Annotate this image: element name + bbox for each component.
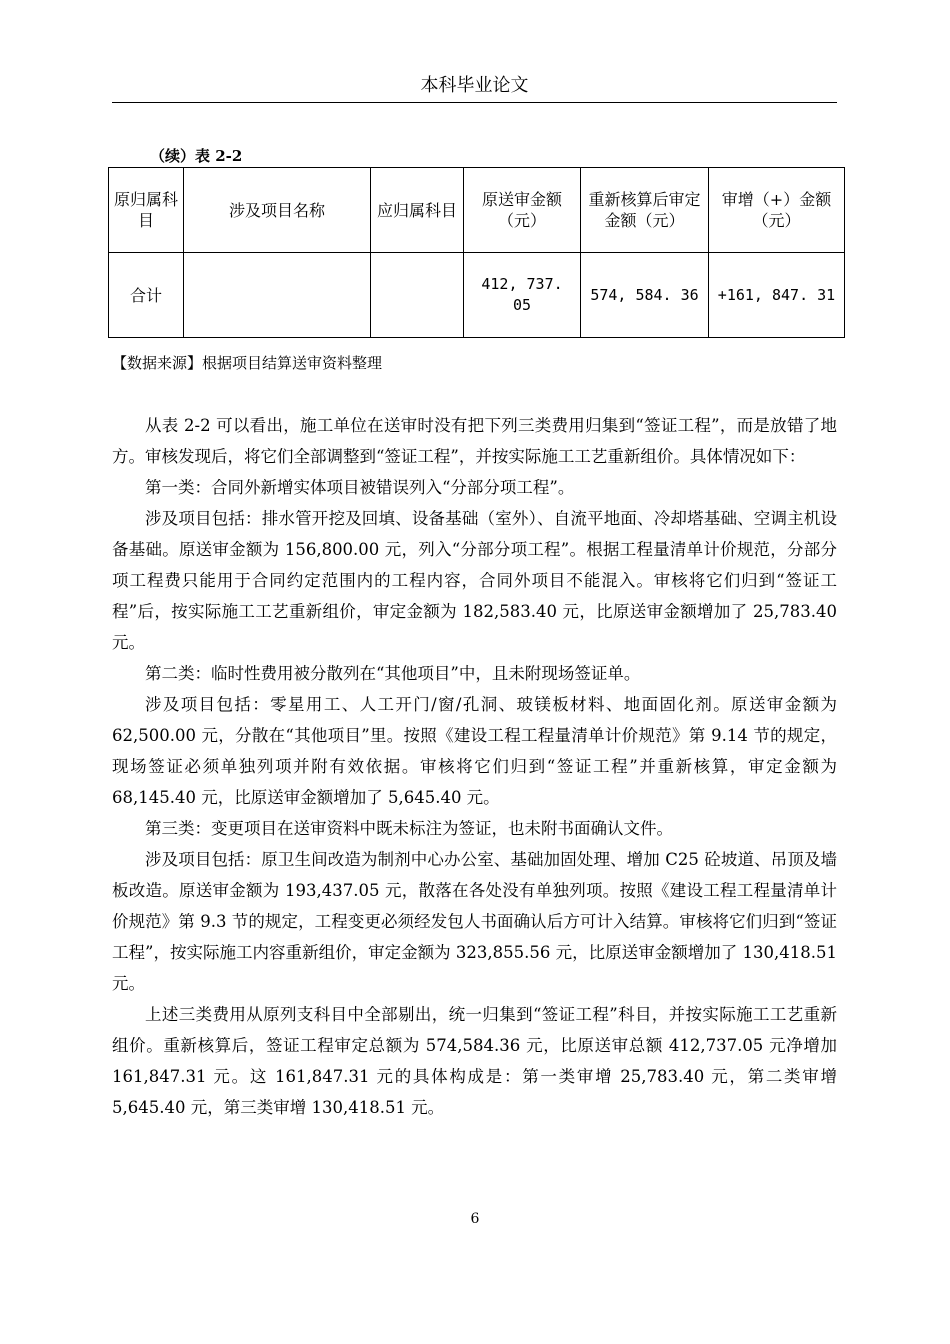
table-row xyxy=(109,253,845,338)
header-cell: 原送审金额（元） xyxy=(464,168,581,253)
table-cell: 412, 737. 05 xyxy=(464,253,581,338)
data-table xyxy=(108,167,845,338)
paragraph: 涉及项目包括：原卫生间改造为制剂中心办公室、基础加固处理、增加 C25 砼坡道、吊顶及墙板改造。原送审金额为 193,437.05 元，散落在各处没有单独列项。按照《建设工程工程量清单计价规范》第 9.3 节的规定，工程变更必须经发包人书面确认后方可计入结算。审核将它们归到“签证工程”，按实际施工内容重新组价，审定金额为 323,855.56 元，比原送审金额增加了 130,418.51 元。 xyxy=(112,850,837,993)
table-cell xyxy=(371,253,464,338)
paragraph: 第二类：临时性费用被分散列在“其他项目”中，且未附现场签证单。 xyxy=(145,664,641,683)
page-number: 6 xyxy=(470,1211,480,1227)
header-cell: 审增（+）金额（元） xyxy=(709,168,845,253)
table-cell: 合计 xyxy=(109,253,184,338)
table-cell: +161, 847. 31 xyxy=(709,253,845,338)
header-cell: 应归属科目 xyxy=(371,168,464,253)
paragraph: 从表 2-2 可以看出，施工单位在送审时没有把下列三类费用归集到“签证工程”，而是放错了地方。审核发现后，将它们全部调整到“签证工程”，并按实际施工工艺重新组价。具体情况如下： xyxy=(112,416,837,466)
paragraph: 涉及项目包括：排水管开挖及回填、设备基础（室外）、自流平地面、冷却塔基础、空调主机设备基础。原送审金额为 156,800.00 元，列入“分部分项工程”。根据工程量清单计价规范，分部分项工程费只能用于合同约定范围内的工程内容，合同外项目不能混入。审核将它们归到“签证工程”后，按实际施工工艺重新组价，审定金额为 182,583.40 元，比原送审金额增加了 25,783.40 元。 xyxy=(112,509,837,652)
table-caption: （续）表 2-2 xyxy=(150,147,243,165)
paragraph: 第三类：变更项目在送审资料中既未标注为签证，也未附书面确认文件。 xyxy=(145,819,673,838)
header-cell: 原归属科目 xyxy=(109,168,184,253)
table-cell: 574, 584. 36 xyxy=(581,253,709,338)
header-cell: 重新核算后审定金额（元） xyxy=(581,168,709,253)
paragraph: 第一类：合同外新增实体项目被错误列入“分部分项工程”。 xyxy=(145,478,575,497)
data-source-note: 【数据来源】根据项目结算送审资料整理 xyxy=(112,354,383,372)
paragraph: 涉及项目包括：零星用工、人工开门/窗/孔洞、玻镁板材料、地面固化剂。原送审金额为 62,500.00 元，分散在“其他项目”里。按照《建设工程工程量清单计价规范》第 9.14 节的规定，现场签证必须单独列项并附有效依据。审核将它们归到“签证工程”并重新核算，审定金额为 68,145.40 元，比原送审金额增加了 5,645.40 元。 xyxy=(112,695,837,807)
body-text xyxy=(112,410,837,1123)
table-header-row xyxy=(109,168,845,253)
paragraph: 上述三类费用从原列支科目中全部剔出，统一归集到“签证工程”科目，并按实际施工工艺重新组价。重新核算后，签证工程审定总额为 574,584.36 元，比原送审总额 412,737.05 元净增加 161,847.31 元。这 161,847.31 元的具体构成是：第一类审增 25,783.40 元，第二类审增 5,645.40 元，第三类审增 130,418.51 元。 xyxy=(112,1005,837,1117)
table-cell xyxy=(184,253,371,338)
header-cell: 涉及项目名称 xyxy=(184,168,371,253)
page-header: 本科毕业论文 xyxy=(112,72,837,103)
